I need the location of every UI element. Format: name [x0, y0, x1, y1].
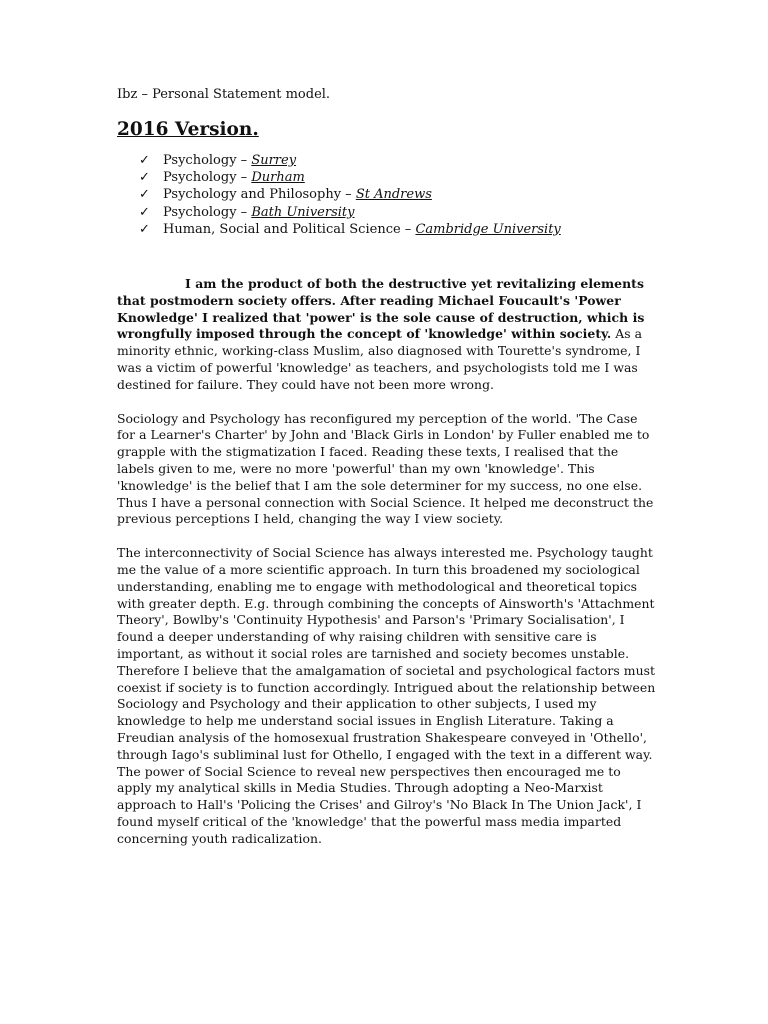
statement-paragraph-1 — [117, 276, 657, 394]
paragraph-1-text: As a minority ethnic, working-class Muslim, also diagnosed with Tourette's syndrome, I was a victim of powerful 'knowledge' as teachers, and psychologists told me I was destined for failure. They could have not been more wrong. — [117, 326, 643, 392]
list-item — [117, 152, 657, 169]
university-choices-list — [117, 152, 657, 238]
document-page — [117, 86, 657, 848]
paragraph-1-bold-text: I am the product of both the destructive yet revitalizing elements that postmodern society offers. After reading Michael Foucault's 'Power Knowledge' I realized that 'power' is the sole cause of destruction, which is wrongfully imposed through the concept of 'knowledge' within society. — [117, 276, 645, 342]
choice-subject: Human, Social and Political Science – — [163, 221, 416, 237]
choice-university: Surrey — [251, 153, 297, 168]
list-item — [117, 221, 657, 238]
choice-subject: Psychology – — [163, 153, 252, 168]
choice-university: Durham — [251, 170, 305, 186]
list-item — [117, 169, 657, 186]
check-mark-icon: ✓ — [139, 187, 150, 203]
document-header: Ibz – Personal Statement model. — [117, 87, 331, 102]
choice-university: St Andrews — [355, 187, 432, 203]
check-mark-icon: ✓ — [139, 204, 150, 220]
check-mark-icon: ✓ — [139, 221, 150, 237]
statement-paragraph-2: Sociology and Psychology has reconfigured my perception of the world. 'The Case for a Learner's Charter' by John and 'Black Girls in London' by Fuller enabled me to grapple with the stigmatization I faced. Reading these texts, I realised that the labels given to me, were no more 'powerful' than my own 'knowledge'. This 'knowledge' is the belief that I am the sole determiner for my success, no one else. Thus I have a personal connection with Social Science. It helped me deconstruct the previous perceptions I held, changing the way I view society. — [117, 410, 654, 527]
choice-university: Cambridge University — [415, 221, 561, 237]
check-mark-icon: ✓ — [139, 170, 150, 186]
choice-subject: Psychology – — [163, 204, 252, 220]
check-mark-icon: ✓ — [139, 153, 150, 168]
list-item — [117, 186, 657, 203]
statement-paragraph-3: The interconnectivity of Social Science has always interested me. Psychology taught me the value of a more scientific approach. In turn this broadened my sociological understanding, enabling me to engage with methodological and theoretical topics with greater depth. E.g. through combining the concepts of Ainsworth's 'Attachment Theory', Bowlby's 'Continuity Hypothesis' and Parson's 'Primary Socialisation', I found a deeper understanding of why raising children with sensitive care is important, as without it social roles are tarnished and society becomes unstable. Therefore I believe that the amalgamation of societal and psychological factors must coexist if society is to function accordingly. Intrigued about the relationship between Sociology and Psychology and their application to other subjects, I used my knowledge to help me understand social issues in English Literature. Taking a Freudian analysis of the homosexual frustration Shakespeare conveyed in 'Othello', through Iago's subliminal lust for Othello, I engaged with the text in a different way. The power of Social Science to reveal new perspectives then encouraged me to apply my analytical skills in Media Studies. Through adopting a Neo-Marxist approach to Hall's 'Policing the Crises' and Gilroy's 'No Black In The Union Jack', I found myself critical of the 'knowledge' that the powerful mass media imparted concerning youth radicalization. — [117, 545, 656, 846]
version-title: 2016 Version. — [117, 119, 259, 140]
choice-subject: Psychology – — [163, 170, 252, 186]
choice-subject: Psychology and Philosophy – — [163, 187, 356, 203]
choice-university: Bath University — [251, 204, 355, 220]
list-item — [117, 204, 657, 221]
